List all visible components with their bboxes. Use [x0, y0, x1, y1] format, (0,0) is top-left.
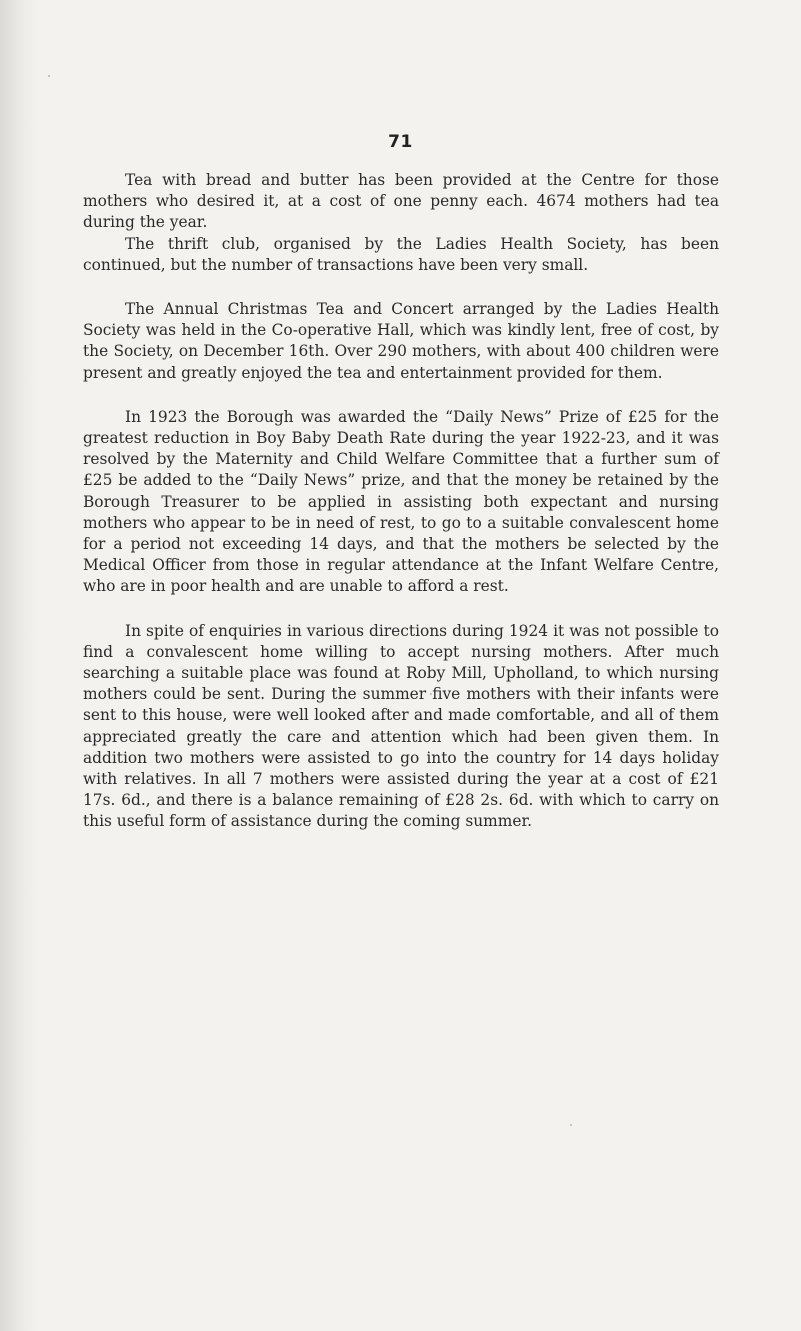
paragraph-gap [83, 276, 719, 299]
page-number: 71 [388, 132, 413, 152]
paragraph-tea-provision: Tea with bread and butter has been provided at the Centre for those mothers who desired it, at a cost of one penny each. 4674 mothers had tea during the year. [83, 171, 719, 232]
paragraph-gap [83, 598, 719, 621]
paper-speck [570, 1124, 572, 1126]
paragraph-daily-news-prize: In 1923 the Borough was awarded the “Daily News” Prize of £25 for the greatest reduction in Boy Baby Death Rate during the year 1922-23, and it was resolved by the Maternity and Child Welfare Committee that a further sum of £25 be added to the “Daily News” prize, and that the money be retained by the Borough Treasurer to be applied in assisting both expectant and nursing mothers who appear to be in need of rest, to go to a suitable convalescent home for a period not exceeding 14 days, and that the mothers be selected by the Medical Officer from those in regular attendance at the Infant Welfare Centre, who are in poor health and are unable to afford a rest. [83, 407, 719, 596]
paragraph-christmas-tea: The Annual Christmas Tea and Concert arranged by the Ladies Health Society was held in the Co-operative Hall, which was kindly lent, free of cost, by the Society, on December 16th. Over 290 mothers, with about 400 children were present and greatly enjoyed the tea and entertainment provided for them. [83, 300, 719, 382]
paragraph-gap [83, 384, 719, 407]
page-edge-shadow [0, 0, 40, 1331]
paragraph-convalescent-home: In spite of enquiries in various directions during 1924 it was not possible to find a convalescent home willing to accept nursing mothers. After much searching a suitable place was found at Roby Mill, Upholland, to which nursing mothers could be sent. During the summer five mothers with their infants were sent to this house, were well looked after and made comfortable, and all of them appreciated greatly the care and attention which had been given them. In addition two mothers were assisted to go into the country for 14 days holiday with relatives. In all 7 mothers were assisted during the year at a cost of £21 17s. 6d., and there is a balance remaining of £28 2s. 6d. with which to carry on this useful form of assistance during the coming summer. [83, 621, 719, 831]
document-body [83, 170, 719, 833]
paragraph-thrift-club: The thrift club, organised by the Ladies Health Society, has been continued, but the number of transactions have been very small. [83, 234, 719, 274]
paper-speck [430, 693, 432, 695]
paper-speck [48, 75, 50, 77]
